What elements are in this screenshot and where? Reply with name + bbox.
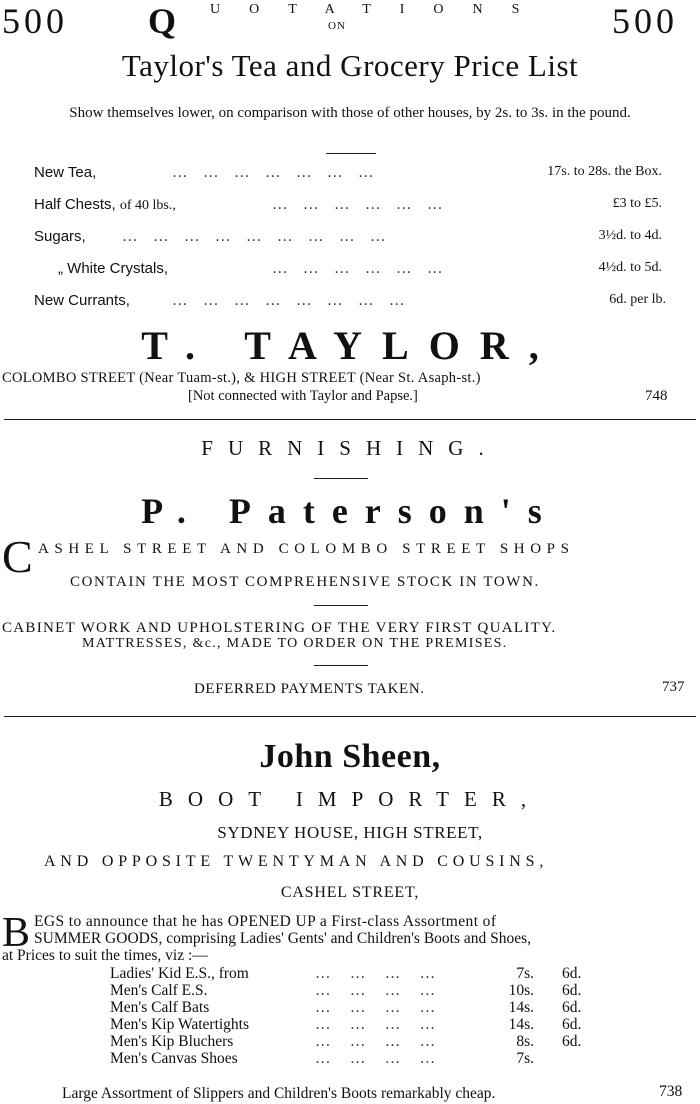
merchant-note: [Not connected with Taylor and Papse.] xyxy=(188,388,418,404)
boot-pence: 6d. xyxy=(562,1033,582,1050)
footer-line: Large Assortment of Slippers and Children's Boots remarkably cheap. xyxy=(62,1085,496,1102)
boot-pence: 6d. xyxy=(562,999,582,1016)
price-value: 4½d. to 5d. xyxy=(598,260,662,275)
price-row xyxy=(0,196,700,222)
intro-text: Show themselves lower, on comparison with those of other houses, by 2s. to 3s. in the pound. xyxy=(69,105,631,121)
section-divider xyxy=(4,419,696,420)
body-line-1: EGS to announce that he has OPENED UP a First-class Assortment of xyxy=(34,913,497,930)
merchant-name: P. Paterson's xyxy=(141,491,559,531)
number-right: 500 xyxy=(612,1,678,41)
shops-line: ASHEL STREET AND COLOMBO STREET SHOPS xyxy=(38,541,575,557)
section-divider xyxy=(4,716,696,717)
section-heading: FURNISHING. xyxy=(201,436,499,460)
trade-line: BOOT IMPORTER, xyxy=(158,787,542,811)
leader-dots: … … … … … … … … xyxy=(172,292,405,309)
boot-row xyxy=(110,1050,600,1067)
price-row xyxy=(0,292,700,318)
drop-cap: C xyxy=(2,531,33,582)
boot-item: Ladies' Kid E.S., from xyxy=(110,965,249,982)
price-item: Half Chests, xyxy=(34,196,116,213)
price-row xyxy=(0,228,700,254)
boot-shillings: 14s. xyxy=(508,1016,534,1033)
ad-number: 738 xyxy=(659,1083,683,1100)
boot-item: Men's Kip Bluchers xyxy=(110,1033,234,1050)
price-item: New Tea, xyxy=(34,164,97,181)
boot-item: Men's Kip Watertights xyxy=(110,1016,250,1033)
divider xyxy=(314,665,368,666)
divider xyxy=(314,478,368,479)
boot-shillings: 7s. xyxy=(516,1050,534,1067)
merchant-address: COLOMBO STREET (Near Tuam-st.), & HIGH STREET (Near St. Asaph-st.) xyxy=(2,370,481,386)
stock-line: CONTAIN THE MOST COMPREHENSIVE STOCK IN TOWN. xyxy=(70,574,540,590)
boot-shillings: 10s. xyxy=(508,982,534,999)
number-left: 500 xyxy=(2,1,68,41)
payments-line: DEFERRED PAYMENTS TAKEN. xyxy=(194,681,425,697)
boot-shillings: 8s. xyxy=(516,1033,534,1050)
boot-row xyxy=(110,999,600,1016)
merchant-name: T. TAYLOR, xyxy=(141,323,559,368)
price-row xyxy=(0,164,700,190)
quotations-q: Q xyxy=(148,1,177,41)
mattresses-line: MATTRESSES, &c., MADE TO ORDER ON THE PREMISES. xyxy=(82,636,508,651)
quotations-rest: UOTATIONS xyxy=(210,2,549,17)
quotations-on: ON xyxy=(328,20,346,32)
leader-dots: … … … … … … xyxy=(272,196,443,213)
leader-dots: … … … … xyxy=(315,982,436,999)
leader-dots: … … … … … … xyxy=(272,260,443,277)
boot-row xyxy=(110,965,600,982)
boot-pence: 6d. xyxy=(562,982,582,999)
boot-pence: 6d. xyxy=(562,1016,582,1033)
leader-dots: … … … … xyxy=(315,1033,436,1050)
ad-number: 737 xyxy=(662,679,685,695)
ad-number: 748 xyxy=(645,388,668,404)
price-item: Sugars, xyxy=(34,228,86,245)
boot-shillings: 14s. xyxy=(508,999,534,1016)
address-line-2: AND OPPOSITE TWENTYMAN AND COUSINS, xyxy=(44,853,549,870)
boot-row xyxy=(110,1033,600,1050)
boot-item: Men's Calf Bats xyxy=(110,999,210,1016)
merchant-name: John Sheen, xyxy=(259,738,441,775)
leader-dots: … … … … xyxy=(315,965,436,982)
price-value: £3 to £5. xyxy=(612,196,662,211)
body-line-2: SUMMER GOODS, comprising Ladies' Gents' and Children's Boots and Shoes, xyxy=(34,930,532,947)
address-line-3: CASHEL STREET, xyxy=(280,884,420,901)
boot-item: Men's Calf E.S. xyxy=(110,982,208,999)
boot-pence: 6d. xyxy=(562,965,582,982)
price-value: 3½d. to 4d. xyxy=(598,228,662,243)
body-line-3: at Prices to suit the times, viz :— xyxy=(2,947,208,964)
boot-row xyxy=(110,1016,600,1033)
price-value: 17s. to 28s. the Box. xyxy=(547,164,662,179)
price-value: 6d. per lb. xyxy=(609,292,666,307)
drop-cap: B xyxy=(2,910,31,956)
leader-dots: … … … … xyxy=(315,999,436,1016)
leader-dots: … … … … xyxy=(315,1050,436,1067)
price-qualifier: of 40 lbs., xyxy=(119,198,176,213)
price-item: „ White Crystals, xyxy=(58,260,169,277)
boot-row xyxy=(110,982,600,999)
boot-shillings: 7s. xyxy=(516,965,534,982)
leader-dots: … … … … … … … … … xyxy=(122,228,386,245)
leader-dots: … … … … xyxy=(315,1016,436,1033)
leader-dots: … … … … … … … xyxy=(172,164,374,181)
divider xyxy=(326,153,376,154)
boot-item: Men's Canvas Shoes xyxy=(110,1050,238,1067)
address-line-1: SYDNEY HOUSE, HIGH STREET, xyxy=(217,823,483,842)
divider xyxy=(314,605,368,606)
price-item: New Currants, xyxy=(34,292,130,309)
price-list-title: Taylor's Tea and Grocery Price List xyxy=(121,48,579,83)
quality-line: CABINET WORK AND UPHOLSTERING OF THE VERY FIRST QUALITY. xyxy=(2,620,557,636)
price-row xyxy=(0,260,700,286)
